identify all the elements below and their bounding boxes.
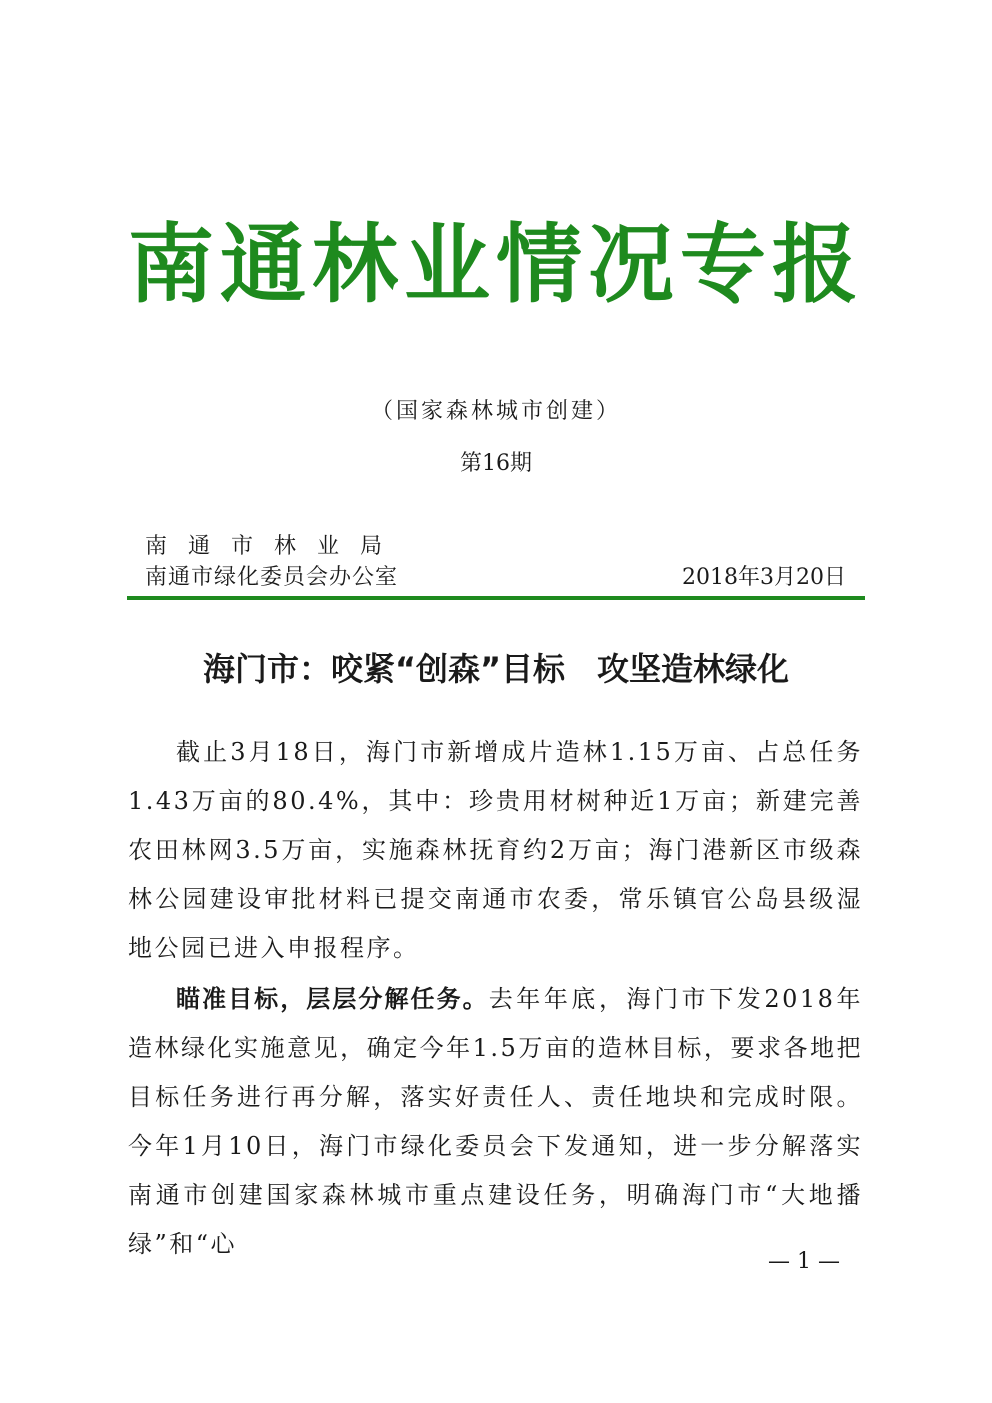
publisher-org-greening-committee: 南通市绿化委员会办公室 (145, 565, 399, 590)
issue-number: 第16期 (460, 451, 532, 476)
article-body (128, 728, 863, 1271)
paragraph-lead-heading: 瞄准目标，层层分解任务。 (176, 985, 489, 1013)
article-paragraph (128, 975, 863, 1269)
header-divider (127, 596, 865, 600)
article-title: 海门市：咬紧“创森”目标 攻坚造林绿化 (202, 650, 790, 688)
article-paragraph: 截止3月18日，海门市新增成片造林1.15万亩、占总任务1.43万亩的80.4%，其中：珍贵用材树种近1万亩；新建完善农田林网3.5万亩，实施森林抚育约2万亩；海门港新区市级森林公园建设审批材料已提交南通市农委，常乐镇官公岛县级湿地公园已进入申报程序。 (128, 738, 863, 962)
masthead-subtitle: （国家森林城市创建） (370, 399, 621, 424)
paragraph-text: 去年年底，海门市下发2018年造林绿化实施意见，确定今年1.5万亩的造林目标，要求各地把目标任务进行再分解，落实好责任人、责任地块和完成时限。今年1月10日，海门市绿化委员会下发通知，进一步分解落实南通市创建国家森林城市重点建设任务，明确海门市“大地播绿”和“心 (128, 985, 864, 1258)
issue-date: 2018年3月20日 (682, 565, 846, 590)
publisher-org-forestry-bureau: 南通市林业局 (145, 534, 404, 559)
page-number: — 1 — (768, 1249, 840, 1274)
masthead-title: 南通林业情况专报 (128, 215, 864, 315)
